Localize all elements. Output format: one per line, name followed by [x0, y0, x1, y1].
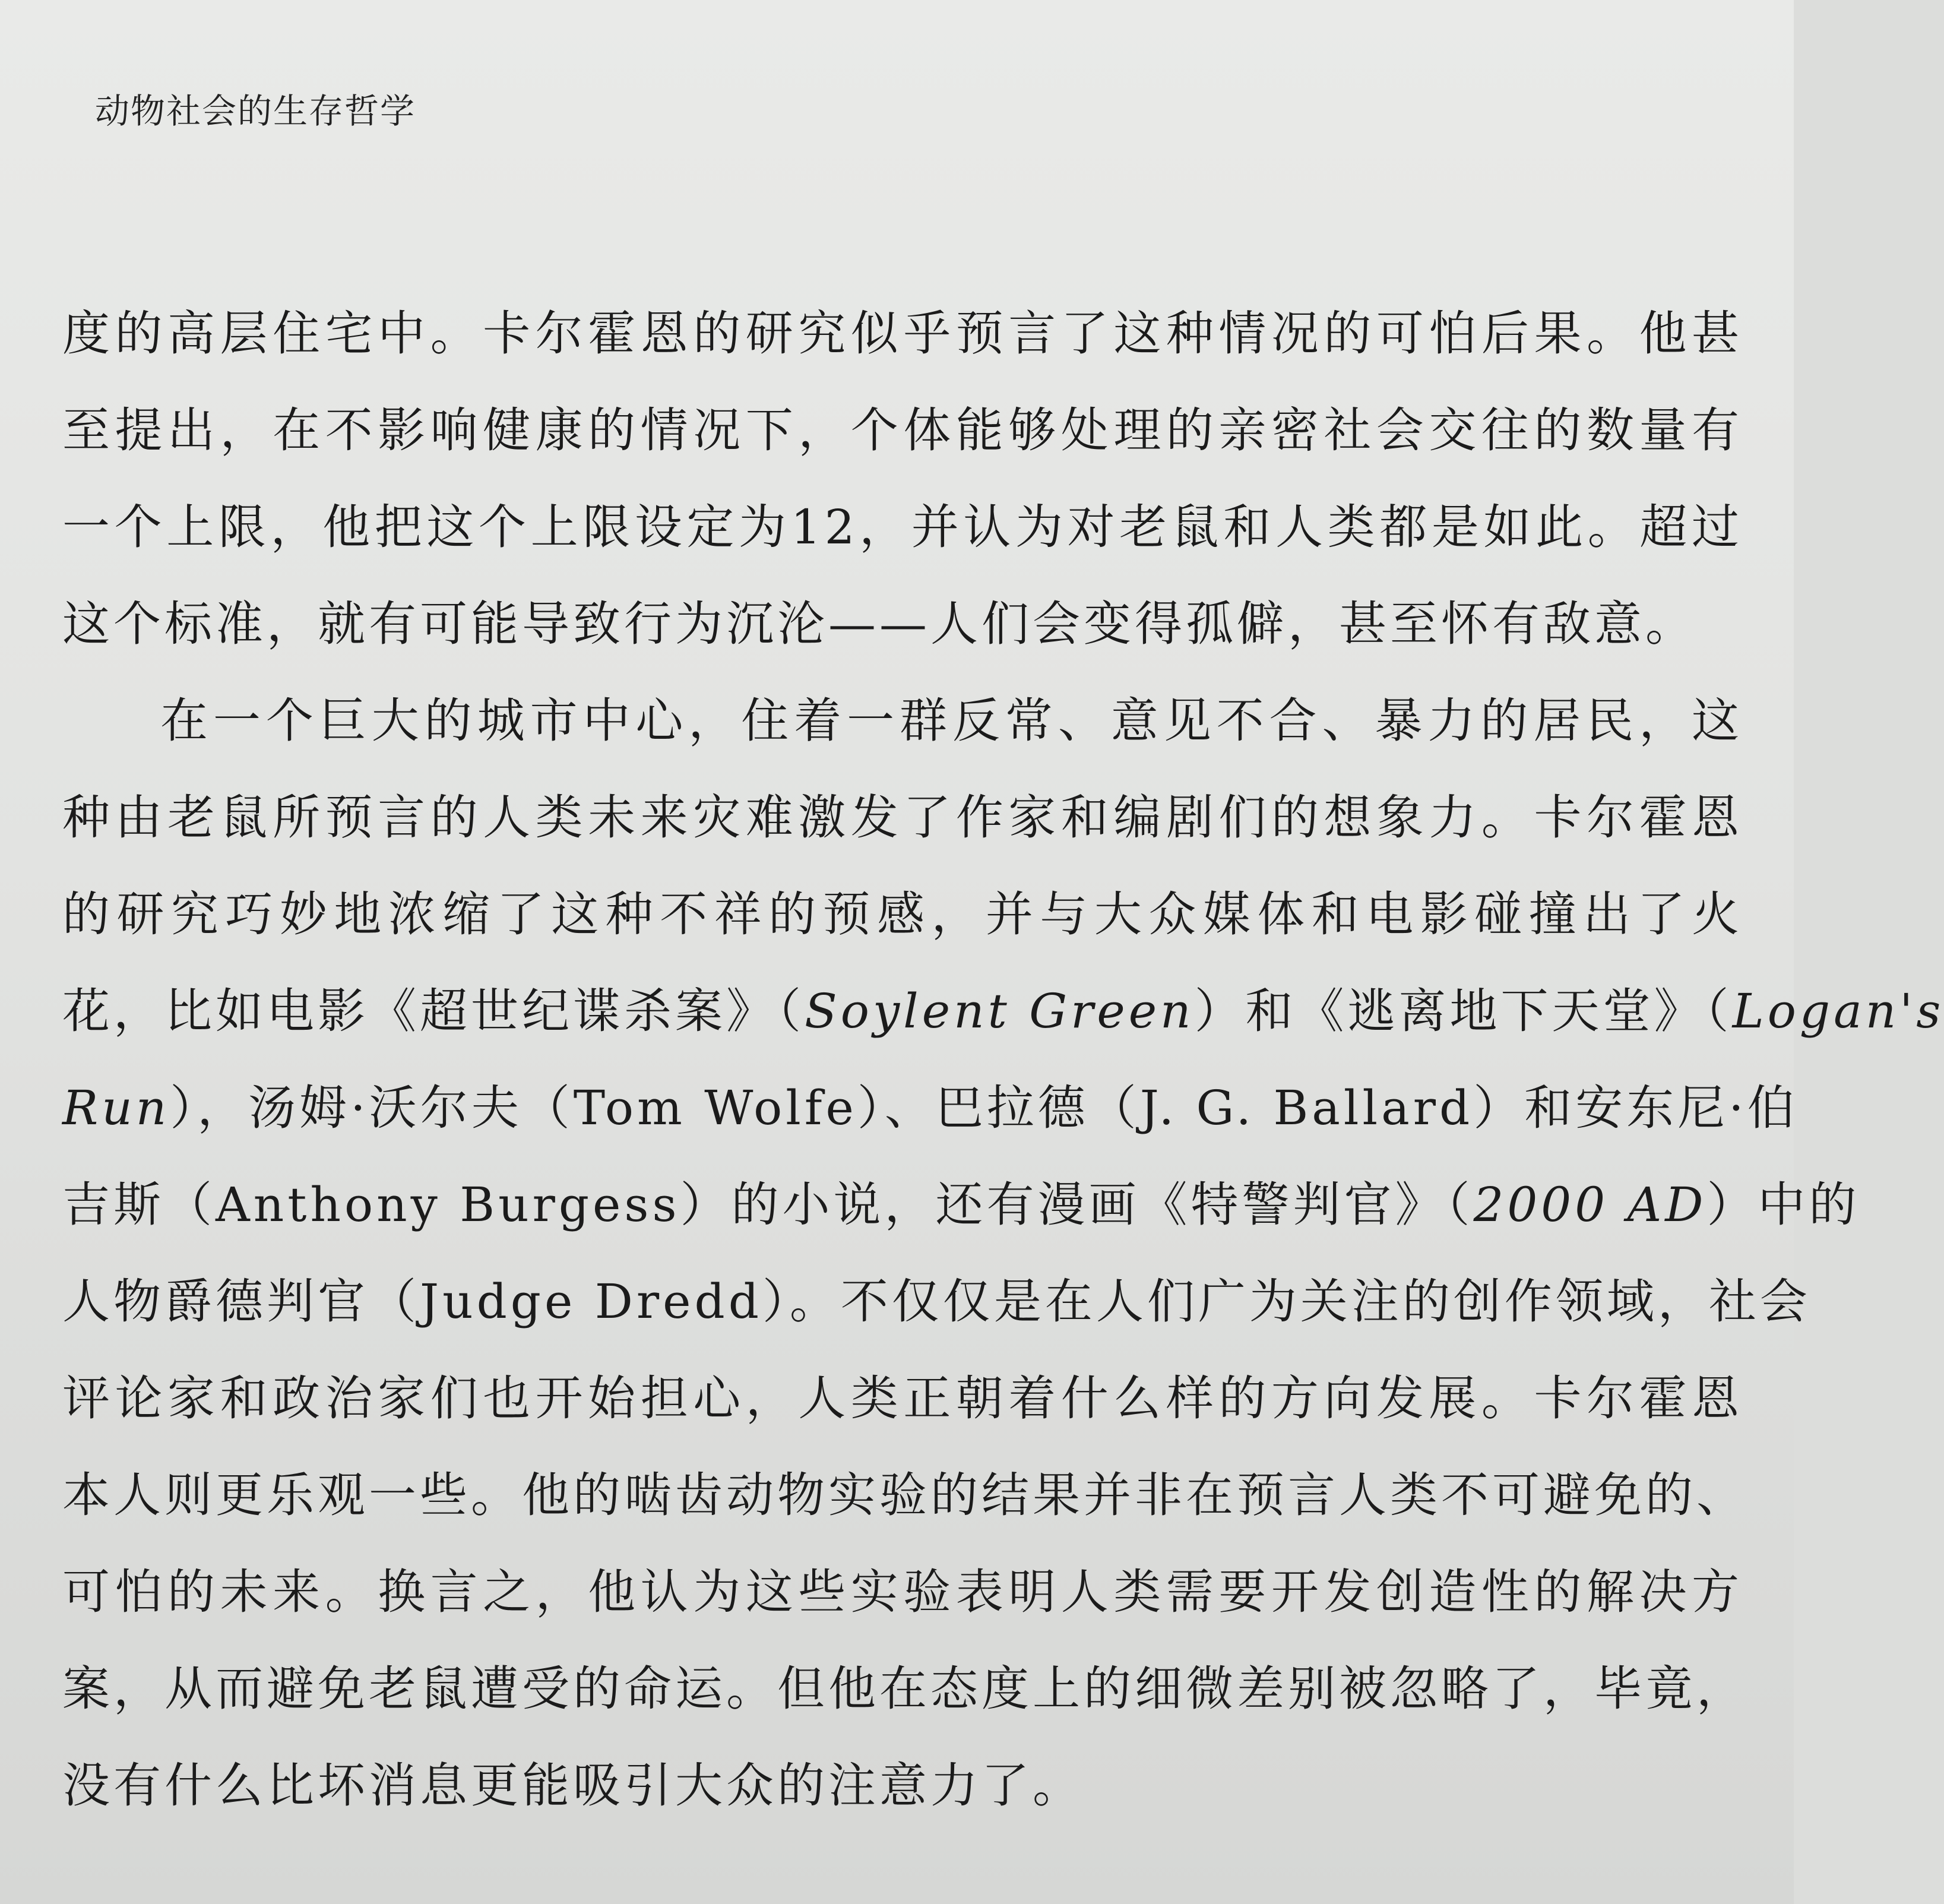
text-segment: 人物爵德判官（Judge Dredd）。不仅仅是在人们广为关注的创作领域，社会: [62, 1274, 1811, 1329]
text-segment: 可怕的未来。换言之，他认为这些实验表明人类需要开发创造性的解决方: [62, 1564, 1743, 1620]
text-line: [62, 1059, 1799, 1156]
text-line: [62, 963, 1944, 1059]
text-segment: 吉斯（Anthony Burgess）的小说，还有漫画《特警判官》（: [62, 1177, 1474, 1232]
text-line: [62, 1447, 1747, 1544]
text-line: [62, 1640, 1747, 1737]
text-segment: 本人则更乐观一些。他的啮齿动物实验的结果并非在预言人类不可避免的、: [62, 1467, 1747, 1523]
body-text: [62, 285, 1944, 1834]
text-line: [62, 1156, 1860, 1253]
text-line: [62, 672, 1743, 769]
text-line: [62, 1253, 1811, 1350]
italic-title: 2000 AD: [1473, 1177, 1707, 1232]
running-header: 动物社会的生存哲学: [95, 91, 416, 131]
text-line: [62, 479, 1743, 575]
text-line: [62, 285, 1743, 382]
text-segment: 没有什么比坏消息更能吸引大众的注意力了。: [62, 1758, 1084, 1813]
paragraph: [62, 285, 1743, 672]
text-segment: ）中的: [1706, 1177, 1860, 1232]
text-line: [62, 1350, 1743, 1447]
text-segment: 案，从而避免老鼠遭受的命运。但他在态度上的细微差别被忽略了，毕竟，: [62, 1661, 1747, 1716]
text-line: [62, 1737, 1743, 1834]
paragraph: [62, 672, 1944, 1834]
text-segment: ），汤姆·沃尔夫（Tom Wolfe）、巴拉德（J. G. Ballard）和安东尼·伯: [170, 1080, 1799, 1136]
text-segment: 花，比如电影《超世纪谍杀案》（: [62, 983, 805, 1039]
text-segment: 在一个巨大的城市中心，住着一群反常、意见不合、暴力的居民，这: [160, 693, 1743, 748]
text-segment: 至提出，在不影响健康的情况下，个体能够处理的亲密社会交往的数量有: [62, 403, 1743, 458]
text-segment: 这个标准，就有可能导致行为沉沦——人们会变得孤僻，甚至怀有敌意。: [62, 596, 1696, 651]
text-segment: 种由老鼠所预言的人类未来灾难激发了作家和编剧们的想象力。卡尔霍恩: [62, 790, 1743, 845]
text-segment: 度的高层住宅中。卡尔霍恩的研究似乎预言了这种情况的可怕后果。他甚: [62, 306, 1743, 361]
text-segment: 的研究巧妙地浓缩了这种不祥的预感，并与大众媒体和电影碰撞出了火: [62, 887, 1743, 942]
text-line: [62, 866, 1743, 963]
italic-title: Logan's: [1732, 983, 1944, 1039]
italic-title: Run: [62, 1080, 170, 1136]
italic-title: Soylent Green: [805, 983, 1195, 1039]
text-line: [62, 382, 1743, 479]
text-line: [62, 575, 1743, 672]
text-segment: 评论家和政治家们也开始担心，人类正朝着什么样的方向发展。卡尔霍恩: [62, 1371, 1743, 1426]
text-line: [62, 769, 1743, 866]
text-segment: ）和《逃离地下天堂》（: [1194, 983, 1733, 1039]
text-line: [62, 1544, 1743, 1640]
text-segment: 一个上限，他把这个上限设定为12，并认为对老鼠和人类都是如此。超过: [62, 499, 1743, 555]
